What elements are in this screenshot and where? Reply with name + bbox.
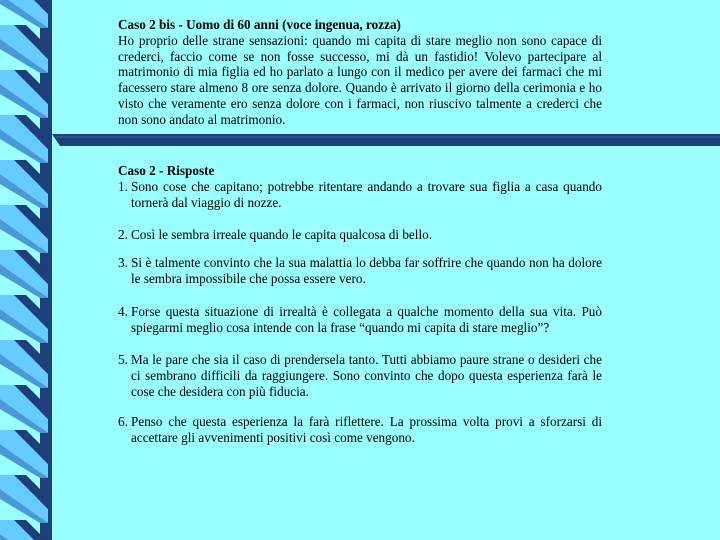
response-item [118, 255, 602, 287]
response-number: 2. [118, 227, 128, 243]
response-number: 6. [118, 413, 128, 429]
response-item [118, 414, 602, 446]
response-text: Forse questa situazione di irrealtà è collegata a qualche momento della sua vita. Può spiegarmi meglio cosa intende con la frase “quando mi capita di stare meglio”? [131, 303, 602, 335]
response-item [118, 352, 602, 399]
response-text: Ma le pare che sia il caso di prendersela tanto. Tutti abbiamo paure strane o desideri che ci sembrano difficili da raggiungere. Sono convinto che dopo questa esperienza farà le cose che desidera con più fiducia. [131, 352, 602, 399]
response-number: 5. [118, 352, 128, 368]
response-item [118, 179, 602, 211]
response-number: 4. [118, 303, 128, 319]
case-2-responses-block [118, 163, 602, 445]
case-2-bis-text: Ho proprio delle strane sensazioni: quando mi capita di stare meglio non sono capace di crederci, faccio come se non fosse successo, mi dà un fastidio! Volevo partecipare al matrimonio di mia figlia ed ho parlato a lungo con il medico per avere dei farmaci che mi facessero stare almeno 8 ore senza dolore. Quando è arrivato il giorno della cerimonia e ho visto che veramente ero senza dolore con i farmaci, non riuscivo talmente a crederci che non sono andato al matrimonio. [118, 32, 602, 127]
response-text: Penso che questa esperienza la farà riflettere. La prossima volta provi a sforzarsi di accettare gli avvenimenti positivi così come vengono. [131, 413, 602, 445]
response-text: Si è talmente convinto che la sua malattia lo debba far soffrire che quando non ha dolore le sembra impossibile che possa essere vero. [131, 255, 602, 286]
response-text: Così le sembra irreale quando le capita qualcosa di bello. [131, 227, 433, 243]
response-text: Sono cose che capitano; potrebbe ritentare andando a trovare sua figlia a casa quando tornerà dal viaggio di nozze. [131, 178, 602, 210]
response-item [118, 227, 602, 243]
case-2-responses-title: Caso 2 - Risposte [118, 163, 215, 178]
response-number: 3. [118, 255, 128, 271]
response-number: 1. [118, 178, 128, 194]
decorative-ribbon [0, 0, 60, 540]
case-2-bis-block [118, 17, 602, 128]
case-2-bis-title: Caso 2 bis - Uomo di 60 anni (voce ingenua, rozza) [118, 17, 401, 32]
response-item [118, 304, 602, 336]
